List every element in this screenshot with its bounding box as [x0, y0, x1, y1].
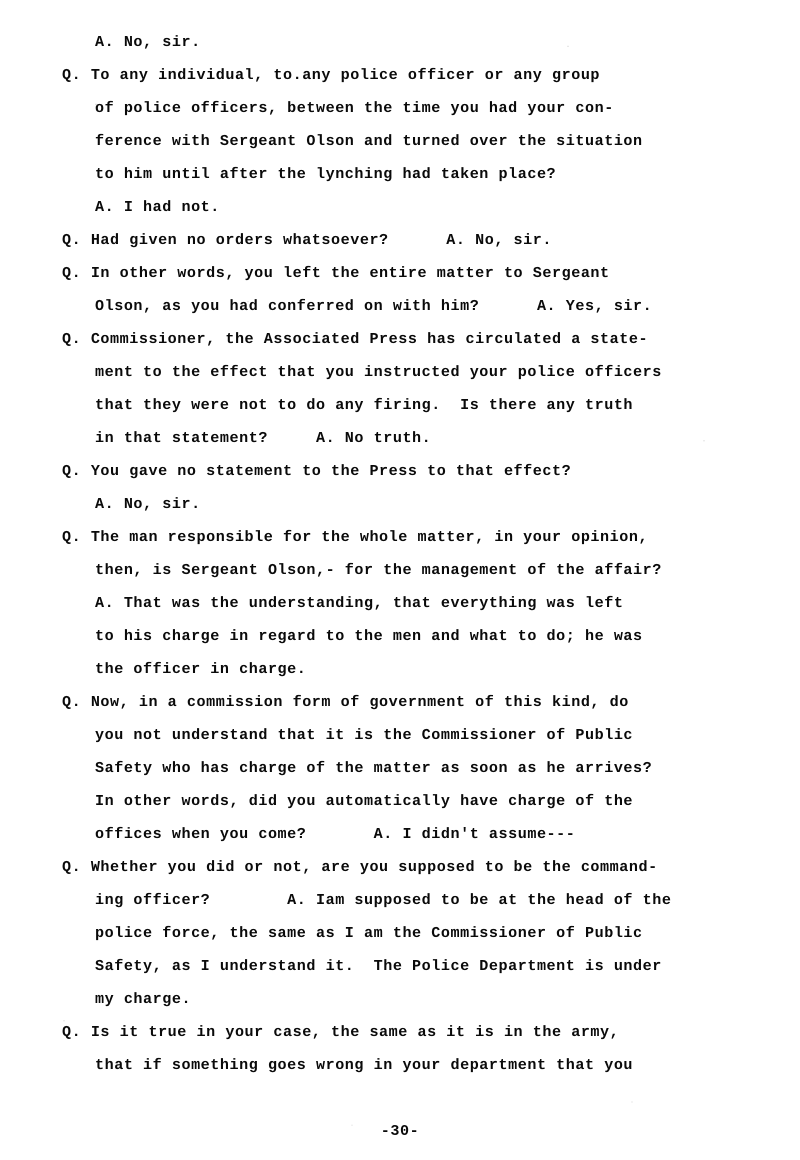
transcript-line: In other words, did you automatically have charge of the — [95, 792, 634, 810]
transcript-line: to him until after the lynching had taken place? — [95, 165, 557, 183]
transcript-line: that they were not to do any firing. Is there any truth — [95, 396, 634, 414]
question-line: Q. Is it true in your case, the same as it is in the army, — [62, 1023, 620, 1041]
transcript-line: A. That was the understanding, that everything was left — [95, 594, 624, 612]
transcript-line: offices when you come? A. I didn't assume--- — [95, 825, 576, 843]
transcript-line: A. No, sir. — [95, 495, 201, 513]
question-line: Q. You gave no statement to the Press to that effect? — [62, 462, 572, 480]
transcript-line: of police officers, between the time you had your con- — [95, 99, 614, 117]
transcript-line: Olson, as you had conferred on with him? A. Yes, sir. — [95, 297, 653, 315]
transcript-line: A. No, sir. — [95, 33, 201, 51]
question-line: Q. Now, in a commission form of government of this kind, do — [62, 693, 629, 711]
question-line: Q. In other words, you left the entire matter to Sergeant — [62, 264, 610, 282]
page-number: -30- — [380, 1122, 420, 1140]
transcript-line: ing officer? A. Iam supposed to be at the head of the — [95, 891, 672, 909]
transcript-body — [0, 26, 800, 1082]
question-line: Q. To any individual, to.any police officer or any group — [62, 66, 601, 84]
transcript-line: A. I had not. — [95, 198, 220, 216]
transcript-line: that if something goes wrong in your department that you — [95, 1056, 634, 1074]
transcript-line: you not understand that it is the Commissioner of Public — [95, 726, 634, 744]
transcript-line: my charge. — [95, 990, 192, 1008]
question-line: Q. Commissioner, the Associated Press has circulated a state- — [62, 330, 649, 348]
transcript-line: in that statement? A. No truth. — [95, 429, 432, 447]
transcript-line: Safety, as I understand it. The Police Department is under — [95, 957, 662, 975]
transcript-line: the officer in charge. — [95, 660, 307, 678]
transcript-line: then, is Sergeant Olson,- for the management of the affair? — [95, 561, 662, 579]
transcript-line: Safety who has charge of the matter as soon as he arrives? — [95, 759, 653, 777]
transcript-line: police force, the same as I am the Commissioner of Public — [95, 924, 643, 942]
transcript-line: to his charge in regard to the men and what to do; he was — [95, 627, 643, 645]
transcript-line: ment to the effect that you instructed your police officers — [95, 363, 662, 381]
question-line: Q. Whether you did or not, are you supposed to be the command- — [62, 858, 658, 876]
question-line: Q. Had given no orders whatsoever? A. No, sir. — [62, 231, 552, 249]
question-line: Q. The man responsible for the whole matter, in your opinion, — [62, 528, 649, 546]
transcript-line: ference with Sergeant Olson and turned over the situation — [95, 132, 643, 150]
